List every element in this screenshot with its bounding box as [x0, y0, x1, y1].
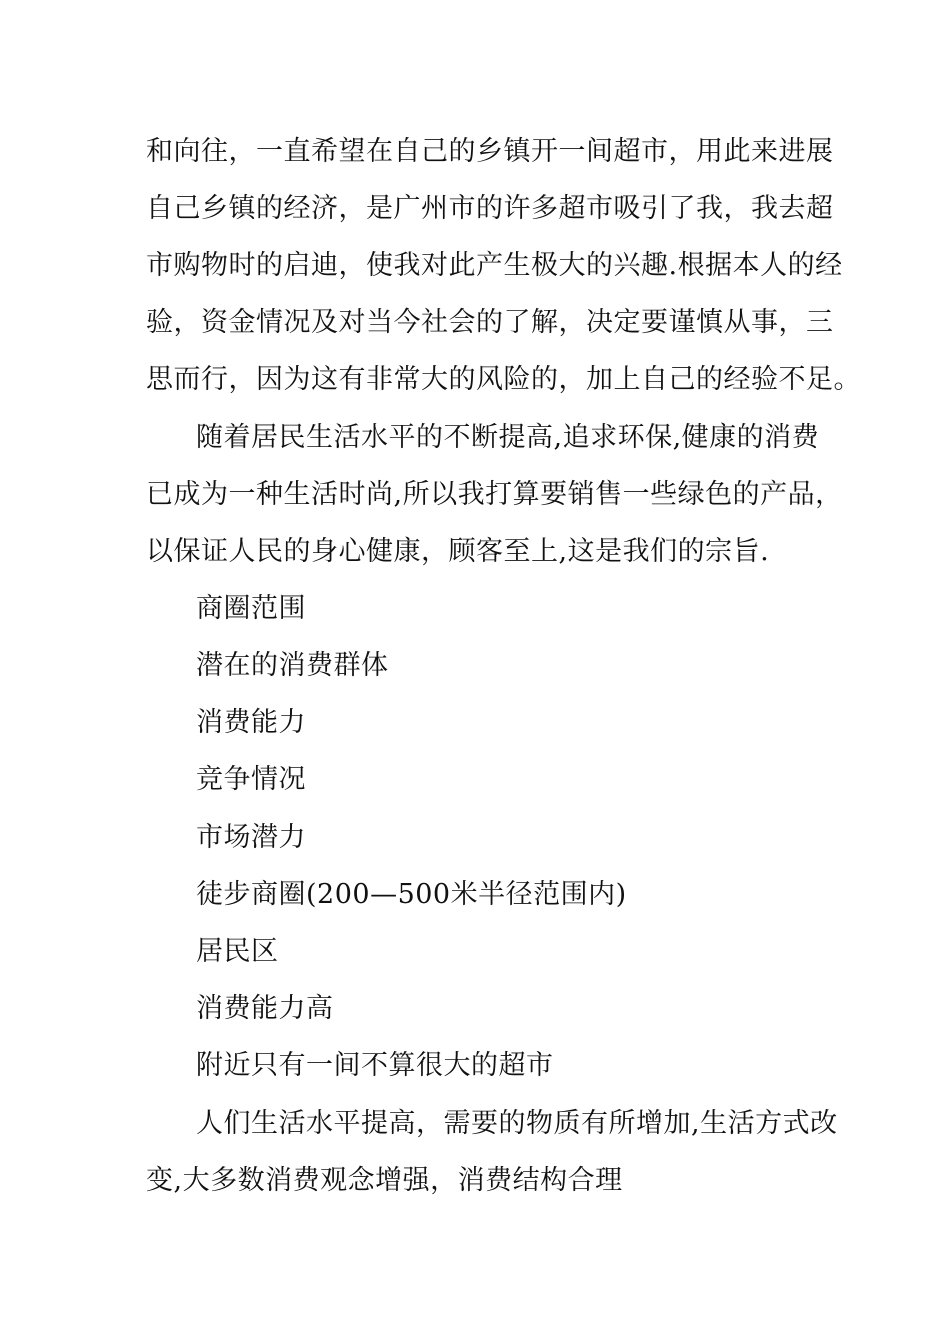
list-item: 消费能力高: [196, 993, 334, 1024]
paragraph-line: 变,大多数消费观念增强，消费结构合理: [146, 1165, 623, 1196]
paragraph-line: 市购物时的启迪，使我对此产生极大的兴趣.根据本人的经: [146, 250, 843, 281]
paragraph-line: 人们生活水平提高，需要的物质有所增加,生活方式改: [196, 1108, 838, 1139]
paragraph-line: 和向往，一直希望在自己的乡镇开一间超市，用此来进展: [146, 136, 834, 167]
list-item: 居民区: [196, 936, 279, 967]
list-item: 附近只有一间不算很大的超市: [196, 1050, 554, 1081]
paragraph-line: 验，资金情况及对当今社会的了解，决定要谨慎从事，三: [146, 307, 834, 338]
paragraph-line: 思而行，因为这有非常大的风险的，加上自己的经验不足。: [146, 364, 861, 395]
paragraph-line: 以保证人民的身心健康，顾客至上,这是我们的宗旨.: [146, 536, 770, 567]
list-item: 潜在的消费群体: [196, 650, 389, 681]
list-item: 市场潜力: [196, 822, 306, 853]
paragraph-line: 随着居民生活水平的不断提高,追求环保,健康的消费: [196, 422, 820, 453]
paragraph-line: 自己乡镇的经济，是广州市的许多超市吸引了我，我去超: [146, 193, 834, 224]
list-item: 消费能力: [196, 707, 306, 738]
paragraph-line: 已成为一种生活时尚,所以我打算要销售一些绿色的产品，: [146, 479, 843, 510]
list-item: 竞争情况: [196, 764, 306, 795]
list-item: 商圈范围: [196, 593, 306, 624]
list-item: 徒步商圈(200—500米半径范围内): [196, 879, 627, 910]
